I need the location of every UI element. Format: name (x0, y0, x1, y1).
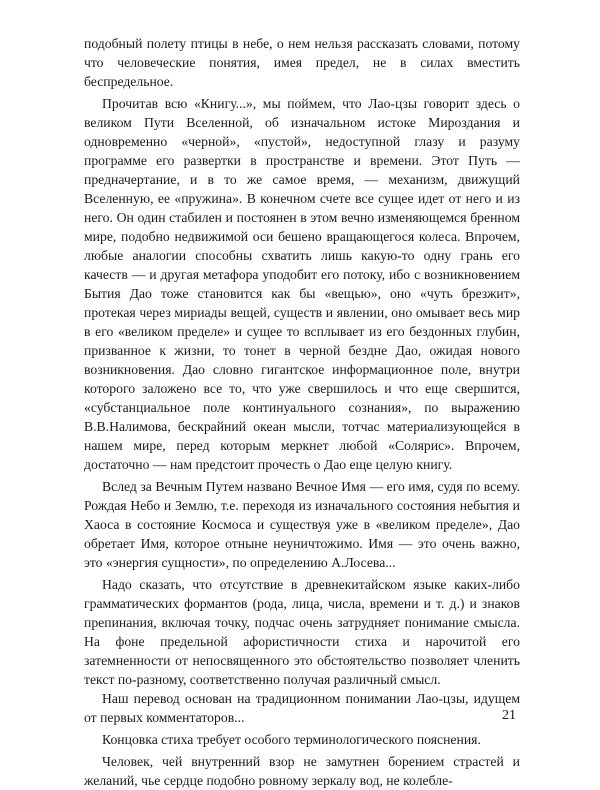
paragraph-7: Человек, чей внутренний взор не замутнен борением страстей и желаний, чье сердце подобно ровному зеркалу вод, не колебле- (84, 754, 520, 788)
paragraph-6: Концовка стиха требует особого терминологического пояснения. (102, 732, 481, 747)
paragraph-2: Прочитав всю «Книгу...», мы поймем, что Лао-цзы говорит здесь о великом Пути Вселенной, об изначальном истоке Мироздания и одновременно «черной», «пустой», недоступной глазу и разуму программе его развертки в пространстве и времени. Этот Путь — предначертание, и в то же самое время, — механизм, движущий Вселенную, ее «пружина». В конечном счете все сущее идет от него и из него. Он один стабилен и постоянен в этом вечно изменяющемся бренном мире, подобно недвижимой оси бешено вращающегося колеса. Впрочем, любые аналогии способны схватить лишь какую-то одну грань его качеств — и другая метафора уподобит его потоку, ибо с возникновением Бытия Дао тоже становится как бы «вещью», оно «чуть брезжит», протекая через мириады вещей, существ и явлении, оно омывает весь мир в его «великом пределе» и сущее то всплывает из его бездонных глубин, призванное к жизни, то тонет в черной бездне Дао, ожидая нового возникновения. Дао словно гигантское информационное поле, внутри которого заложено все то, что уже свершилось и что еще свершится, «субстанциальное поле континуального сознания», по выражению В.В.Налимова, бескрайний океан мысли, тотчас материализующейся в нашем мире, перед которым меркнет любой «Солярис». Впрочем, достаточно — нам предстоит прочесть о Дао еще целую книгу. (84, 96, 520, 472)
page-number: 21 (502, 708, 516, 723)
paragraph-3: Вслед за Вечным Путем названо Вечное Имя — его имя, судя по всему. Рождая Небо и Землю, т.е. переходя из изначального состояния небытия и Хаоса в состояние Космоса и существуя уже в «великом пределе», Дао обретает Имя, которое отныне неуничтожимо. Имя — это очень важно, это «энергия сущности», по определению А.Лосева... (84, 479, 520, 570)
page-body (84, 34, 520, 790)
paragraph-1: подобный полету птицы в небе, о нем нельзя рассказать словами, потому что человеческие понятия, имея предел, не в силах вместить беспредельное. (84, 36, 520, 89)
paragraph-4: Надо сказать, что отсутствие в древнекитайском языке каких-либо грамматических формантов (рода, лица, числа, времени и т. д.) и знаков препинания, включая точку, подчас очень затрудняет понимание смысла. На фоне предельной афористичности стиха и нарочитой его затемненности от непосвященного это обстоятельство позволяет членить текст по-разному, соответственно получая различный смысл. (84, 577, 520, 687)
paragraph-5: Наш перевод основан на традиционном понимании Лао-цзы, идущем от первых комментаторов... (84, 691, 520, 725)
